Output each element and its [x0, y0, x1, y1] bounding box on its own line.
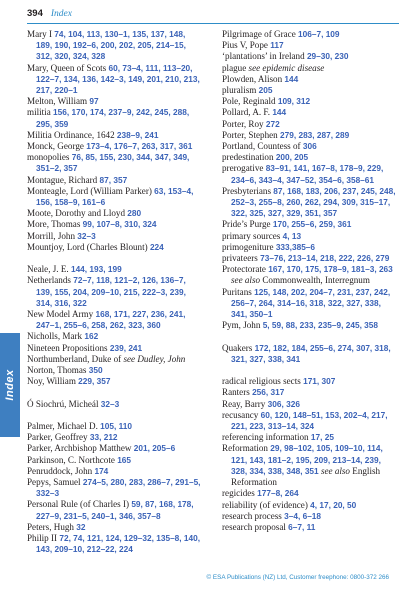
index-term: Quakers	[222, 342, 253, 353]
page-refs: 144	[272, 107, 287, 118]
page-refs: 4, 17, 20, 50	[310, 499, 357, 510]
index-term: Presbyterians	[222, 185, 271, 196]
index-term: Monteagle, Lord (William Parker)	[27, 185, 152, 196]
index-entry	[27, 354, 203, 365]
letter-gap	[27, 253, 203, 264]
page-refs: 105, 110	[100, 421, 132, 432]
index-term: plague	[222, 62, 247, 73]
index-entry	[27, 242, 203, 253]
page-refs: 174	[94, 465, 109, 476]
page-refs: 17, 25	[310, 432, 334, 443]
index-term: Pius V, Pope	[222, 40, 268, 51]
side-tab-label: Index	[4, 369, 16, 401]
index-term: Porter, Roy	[222, 118, 264, 129]
index-term: Nicholls, Mark	[27, 331, 83, 342]
index-entry	[222, 432, 398, 443]
letter-gap	[222, 365, 398, 376]
index-term: Protectorate	[222, 264, 266, 275]
page-refs: 162	[84, 331, 99, 342]
index-term: Ranters	[222, 387, 250, 398]
index-term: Reay, Barry	[222, 398, 266, 409]
page-refs: 156, 170, 174, 237–9, 242, 245, 288, 295, 359	[36, 107, 190, 129]
index-entry	[27, 443, 203, 454]
index-term: Montague, Richard	[27, 174, 98, 185]
index-term: Pollard, A. F.	[222, 107, 271, 118]
index-term: Ó Siochrú, Micheál	[27, 398, 99, 409]
index-term: Moote, Dorothy and Lloyd	[27, 208, 125, 219]
index-entry	[27, 219, 203, 230]
page-refs: 83–91, 141, 167–8, 178–9, 229, 234–6, 343–4, 347–52, 354–6, 358–61	[231, 163, 384, 185]
index-entry	[27, 107, 203, 129]
header-rule	[27, 23, 399, 24]
index-term: Melton, William	[27, 96, 88, 107]
index-term: primary sources	[222, 230, 281, 241]
page-refs: 165	[117, 454, 132, 465]
page-refs: 109, 312	[277, 96, 311, 107]
page-refs: 33, 212	[89, 432, 118, 443]
index-entry	[222, 152, 398, 163]
page-refs: 200, 205	[275, 152, 309, 163]
index-term: Parkinson, C. Northcote	[27, 454, 115, 465]
index-entry	[27, 477, 203, 499]
index-entry	[27, 399, 203, 410]
index-term: Philip II	[27, 533, 58, 544]
index-term: Monck, George	[27, 141, 84, 152]
see-also-target: English Reformation	[231, 465, 381, 488]
index-term: Morrill, John	[27, 230, 75, 241]
page-refs: 280	[127, 208, 142, 219]
index-entry	[27, 421, 203, 432]
index-term: prerogative	[222, 163, 264, 174]
page-refs: 177–8, 264	[257, 488, 299, 499]
index-term: Mountjoy, Lord (Charles Blount)	[27, 241, 148, 252]
index-entry	[222, 500, 398, 511]
page-refs: 224	[149, 241, 164, 252]
index-entry	[27, 141, 203, 152]
index-entry	[27, 275, 203, 309]
index-entry	[222, 387, 398, 398]
page-refs: 76, 85, 155, 230, 344, 347, 349, 351–2, 357	[36, 152, 190, 174]
letter-gap	[222, 331, 398, 342]
index-entry	[27, 63, 203, 97]
index-entry	[222, 231, 398, 242]
index-term: pluralism	[222, 85, 257, 96]
page-refs: 99, 107–8, 310, 324	[82, 219, 157, 230]
index-term: Pride’s Purge	[222, 219, 271, 230]
index-term: predestination	[222, 152, 274, 163]
index-term: Neale, J. E.	[27, 264, 69, 275]
index-entry	[27, 376, 203, 387]
page-refs: 201, 205–6	[133, 443, 176, 454]
page-refs: 144	[284, 73, 299, 84]
page-refs: 87, 357	[99, 174, 128, 185]
index-term: Mary I	[27, 29, 52, 39]
letter-gap	[27, 387, 203, 398]
index-term: Pilgrimage of Grace	[222, 29, 296, 39]
index-term: Plowden, Alison	[222, 73, 283, 84]
page-refs: 73–76, 213–14, 218, 222, 226, 279	[260, 253, 390, 264]
index-entry	[222, 399, 398, 410]
index-entry	[27, 455, 203, 466]
see-reference: see Dudley, John	[123, 353, 186, 364]
index-column-right	[222, 29, 398, 533]
page-refs: 173–4, 176–7, 263, 317, 361	[86, 141, 193, 152]
index-entry	[222, 163, 398, 185]
page-refs: 4, 13	[282, 230, 302, 241]
index-term: Porter, Stephen	[222, 129, 278, 140]
index-entry	[27, 264, 203, 275]
index-term: privateers	[222, 253, 258, 264]
page-refs: 59, 87, 168, 178, 227–9, 231–5, 240–1, 346, 357–8	[36, 499, 194, 521]
index-entry	[27, 29, 203, 63]
index-entry	[27, 533, 203, 555]
page-refs: 125, 148, 202, 204–7, 231, 237, 242, 256–7, 264, 314–16, 318, 322, 327, 338, 341, 350–1	[231, 286, 391, 320]
page-refs: 279, 283, 287, 289	[280, 129, 350, 140]
page-refs: 106–7, 109	[298, 29, 340, 39]
index-term: Personal Rule (of Charles I)	[27, 499, 130, 510]
page-refs: 3–4, 6–18	[284, 510, 322, 521]
index-entry	[27, 152, 203, 174]
index-term: regicides	[222, 488, 255, 499]
index-term: recusancy	[222, 409, 259, 420]
index-term: referencing information	[222, 432, 309, 443]
index-column-left	[27, 29, 203, 556]
page-refs: 205	[258, 85, 273, 96]
index-entry	[222, 74, 398, 85]
index-term: reliability (of evidence)	[222, 499, 308, 510]
page-refs: 229, 357	[78, 376, 111, 387]
index-entry	[27, 331, 203, 342]
page-refs: 32–3	[100, 398, 120, 409]
index-entry	[222, 51, 398, 62]
running-head: Index	[50, 9, 72, 19]
page-header	[27, 7, 72, 21]
index-entry	[27, 432, 203, 443]
page-refs: 32–3	[77, 230, 96, 241]
index-entry	[222, 186, 398, 220]
index-entry	[222, 253, 398, 264]
index-side-tab	[0, 333, 20, 437]
index-term: Pepys, Samuel	[27, 477, 81, 488]
letter-gap	[27, 410, 203, 421]
index-entry	[222, 96, 398, 107]
index-entry	[222, 264, 398, 286]
index-entry	[27, 499, 203, 521]
index-entry	[27, 96, 203, 107]
index-term: Norton, Thomas	[27, 365, 87, 376]
page-refs: 72–7, 118, 121–2, 126, 136–7, 139, 155, 204, 209–10, 215, 222–3, 239, 314, 316, 322	[36, 275, 186, 308]
page-refs: 274–5, 280, 283, 286–7, 291–5, 332–3	[36, 477, 201, 499]
page-refs: 60, 73–4, 111, 113–20, 122–7, 134, 136, 142–3, 149, 201, 210, 213, 217, 220–1	[36, 62, 200, 96]
page-refs: 117	[270, 40, 284, 51]
index-entry	[222, 130, 398, 141]
index-term: Pym, John	[222, 320, 261, 331]
page-refs: 168, 171, 227, 236, 241, 247–1, 255–6, 258, 262, 323, 360	[36, 309, 186, 331]
index-term: Noy, William	[27, 376, 76, 387]
index-entry	[27, 365, 203, 376]
index-term: Palmer, Michael D.	[27, 421, 98, 432]
index-entry	[222, 522, 398, 533]
index-term: Pole, Reginald	[222, 96, 276, 107]
index-entry	[27, 231, 203, 242]
index-entry	[222, 40, 398, 51]
index-term: Puritans	[222, 286, 252, 297]
index-term: primogeniture	[222, 241, 274, 252]
page-refs: 333,385–6	[275, 241, 316, 252]
page-refs: 63, 153–4, 156, 158–9, 161–6	[36, 185, 194, 208]
footer-copyright: © ESA Publications (NZ) Ltd, Customer freephone: 0800-372 266	[206, 574, 389, 581]
page-refs: 74, 104, 113, 130–1, 135, 137, 148, 189, 190, 192–6, 200, 202, 205, 214–15, 312, 320, 324, 328	[36, 29, 186, 62]
see-also-target: Commonwealth, Interregnum	[262, 275, 370, 286]
index-entry	[222, 511, 398, 522]
index-term: Portland, Countess of	[222, 141, 301, 152]
index-entry	[222, 242, 398, 253]
index-entry	[222, 343, 398, 365]
index-term: Penruddock, John	[27, 465, 93, 476]
index-term: Northumberland, Duke of	[27, 353, 122, 364]
index-entry	[27, 130, 203, 141]
index-entry	[222, 219, 398, 230]
page-refs: 87, 168, 183, 206, 237, 245, 248, 252–3, 255–8, 260, 262, 294, 309, 315–17, 322, 325, 327, 329, 351, 357	[231, 185, 396, 219]
index-term: radical religious sects	[222, 376, 301, 387]
index-term: More, Thomas	[27, 219, 81, 230]
page-refs: 272	[265, 118, 280, 129]
index-entry	[222, 107, 398, 118]
page-number: 394	[27, 8, 43, 19]
index-entry	[222, 63, 398, 74]
page-refs: 239, 241	[109, 342, 143, 353]
page-refs: 29–30, 230	[306, 51, 349, 62]
index-entry	[222, 443, 398, 488]
page-refs: 256, 317	[252, 387, 285, 398]
index-entry	[27, 175, 203, 186]
index-term: Parker, Archbishop Matthew	[27, 443, 132, 454]
index-entry	[222, 85, 398, 96]
index-term: research process	[222, 510, 282, 521]
page-refs: 6–7, 11	[288, 521, 316, 532]
see-also-label: see also	[231, 275, 261, 286]
page-refs: 32	[76, 521, 86, 532]
see-reference: see epidemic disease	[248, 62, 325, 73]
page-refs: 144, 193, 199	[70, 264, 122, 275]
index-term: New Model Army	[27, 309, 94, 320]
index-entry	[222, 287, 398, 321]
index-term: Parker, Geoffrey	[27, 432, 88, 443]
page-refs: 306, 326	[267, 398, 300, 409]
index-term: Peters, Hugh	[27, 521, 74, 532]
index-term: ‘plantations’ in Ireland	[222, 51, 305, 62]
index-entry	[222, 29, 398, 40]
index-entry	[27, 186, 203, 208]
page-refs: 72, 74, 121, 124, 129–32, 135–8, 140, 143, 209–10, 212–22, 224	[36, 533, 201, 555]
index-entry	[27, 466, 203, 477]
index-term: Militia Ordinance, 1642	[27, 129, 115, 140]
page-refs: 306	[302, 141, 317, 152]
index-entry	[27, 309, 203, 331]
index-entry	[222, 141, 398, 152]
index-entry	[222, 119, 398, 130]
index-term: militia	[27, 107, 51, 118]
page-refs: 5, 59, 88, 233, 235–9, 245, 358	[262, 320, 379, 331]
page-refs: 171, 307	[303, 376, 336, 387]
page-refs: 29, 98–102, 105, 109–10, 114, 121, 143, 181–2, 195, 209, 213–14, 239, 328, 334, 338, 348, 351	[231, 443, 383, 476]
index-entry	[222, 488, 398, 499]
page-refs: 167, 170, 175, 178–9, 181–3, 263	[268, 264, 393, 275]
index-term: monopolies	[27, 152, 70, 163]
index-entry	[222, 376, 398, 387]
index-entry	[27, 343, 203, 354]
index-term: Reformation	[222, 443, 268, 454]
index-entry	[222, 410, 398, 432]
page-refs: 238–9, 241	[116, 129, 159, 140]
index-term: research proposal	[222, 521, 286, 532]
index-entry	[27, 522, 203, 533]
page-refs: 170, 255–6, 259, 361	[272, 219, 352, 230]
see-also-label: see also	[320, 465, 350, 476]
page-refs: 60, 120, 148–51, 153, 202–4, 217, 221, 223, 313–14, 324	[231, 409, 388, 432]
index-entry	[222, 320, 398, 331]
page-refs: 350	[88, 365, 103, 376]
index-term: Netherlands	[27, 275, 71, 286]
index-term: Nineteen Propositions	[27, 342, 108, 353]
page-refs: 172, 182, 184, 255–6, 274, 307, 318, 321, 327, 338, 341	[231, 342, 391, 364]
index-entry	[27, 208, 203, 219]
index-term: Mary, Queen of Scots	[27, 62, 107, 73]
page-refs: 97	[89, 96, 99, 107]
